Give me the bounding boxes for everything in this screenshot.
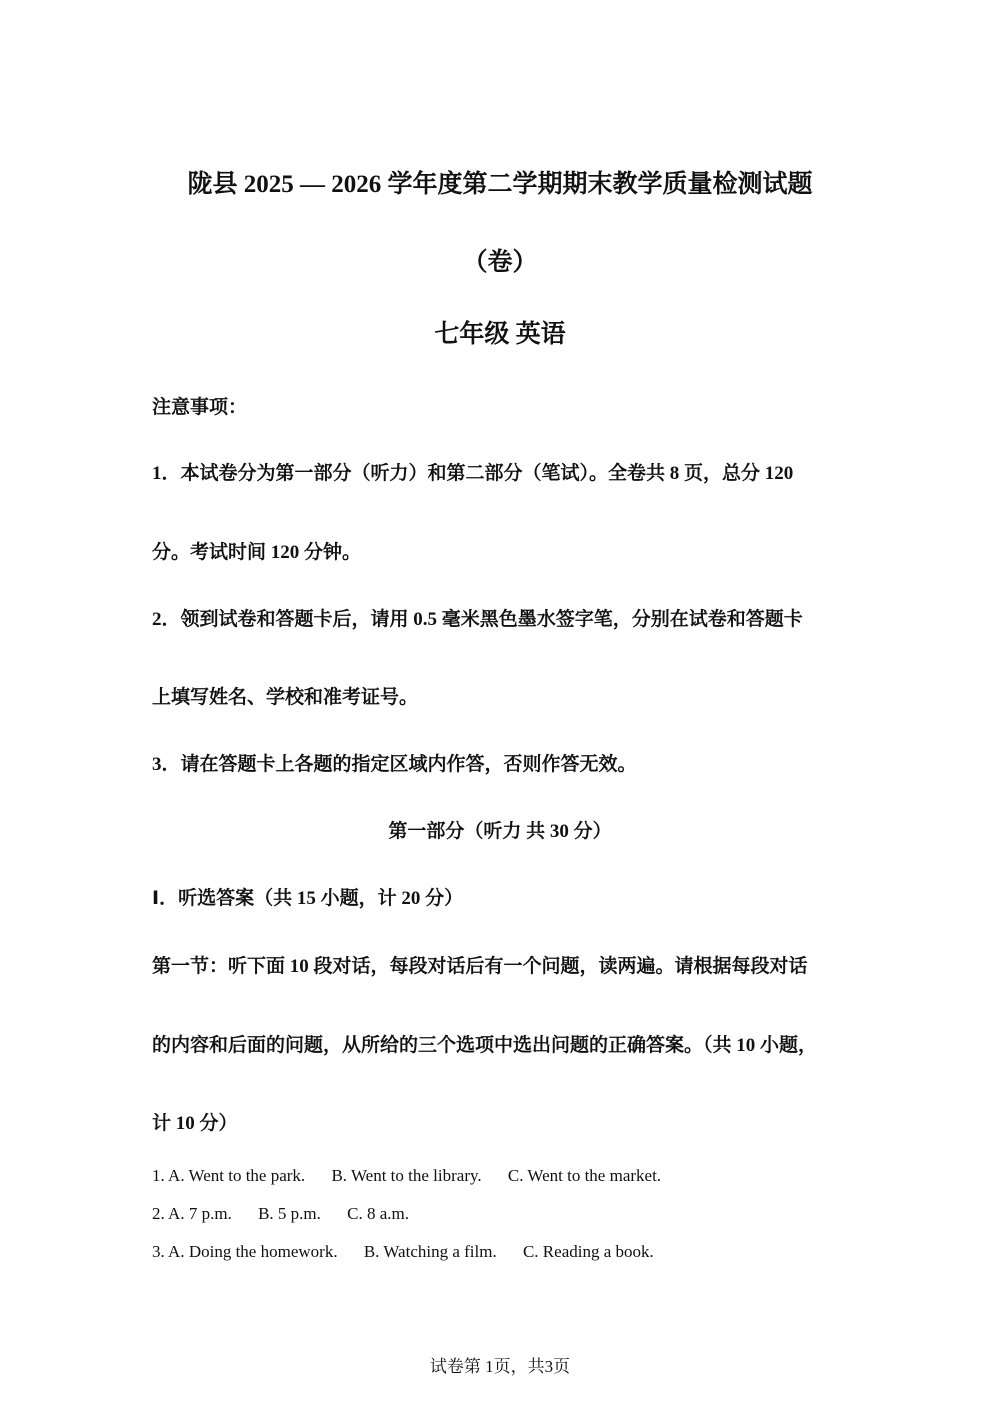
- notice-heading: 注意事项：: [152, 397, 248, 418]
- notice-item-1-line-1: 1．本试卷分为第一部分（听力）和第二部分（笔试）。全卷共 8 页，总分 120: [152, 463, 794, 484]
- part1-heading: 第一部分（听力 共 30 分）: [388, 821, 612, 842]
- question-2-option-b: B. 5 p.m.: [258, 1204, 321, 1223]
- question-1-option-c: C. Went to the market.: [507, 1166, 662, 1185]
- instruction-line-1: 第一节：听下面 10 段对话，每段对话后有一个问题，读两遍。请根据每段对话: [152, 956, 808, 977]
- question-2-option-c: C. 8 a.m.: [347, 1204, 409, 1223]
- question-3-option-b: B. Watching a film.: [363, 1242, 497, 1261]
- question-3-option-c: C. Reading a book.: [522, 1242, 654, 1261]
- question-1-option-b: B. Went to the library.: [331, 1166, 482, 1185]
- question-2: [152, 1203, 409, 1225]
- instruction-line-3: 计 10 分）: [152, 1113, 238, 1134]
- question-2-option-a: 2. A. 7 p.m.: [152, 1204, 232, 1223]
- page-number-footer: 试卷第 1页，共3页: [429, 1357, 571, 1376]
- exam-title-suffix: （卷）: [462, 249, 538, 276]
- notice-item-2-line-1: 2．领到试卷和答题卡后，请用 0.5 毫米黑色墨水签字笔，分别在试卷和答题卡: [152, 609, 803, 630]
- notice-item-1-line-2: 分。考试时间 120 分钟。: [152, 542, 362, 563]
- exam-subject: 七年级 英语: [434, 321, 566, 348]
- question-3: [152, 1241, 654, 1263]
- question-3-option-a: 3. A. Doing the homework.: [152, 1242, 338, 1261]
- section1-heading: Ⅰ．听选答案（共 15 小题，计 20 分）: [152, 888, 464, 909]
- instruction-line-2: 的内容和后面的问题，从所给的三个选项中选出问题的正确答案。（共 10 小题，: [152, 1035, 818, 1056]
- notice-item-3: 3．请在答题卡上各题的指定区域内作答，否则作答无效。: [152, 754, 637, 775]
- notice-item-2-line-2: 上填写姓名、学校和准考证号。: [152, 687, 419, 708]
- exam-title: 陇县 2025 — 2026 学年度第二学期期末教学质量检测试题: [187, 171, 813, 198]
- question-1-option-a: 1. A. Went to the park.: [152, 1166, 306, 1185]
- question-1: [152, 1165, 661, 1187]
